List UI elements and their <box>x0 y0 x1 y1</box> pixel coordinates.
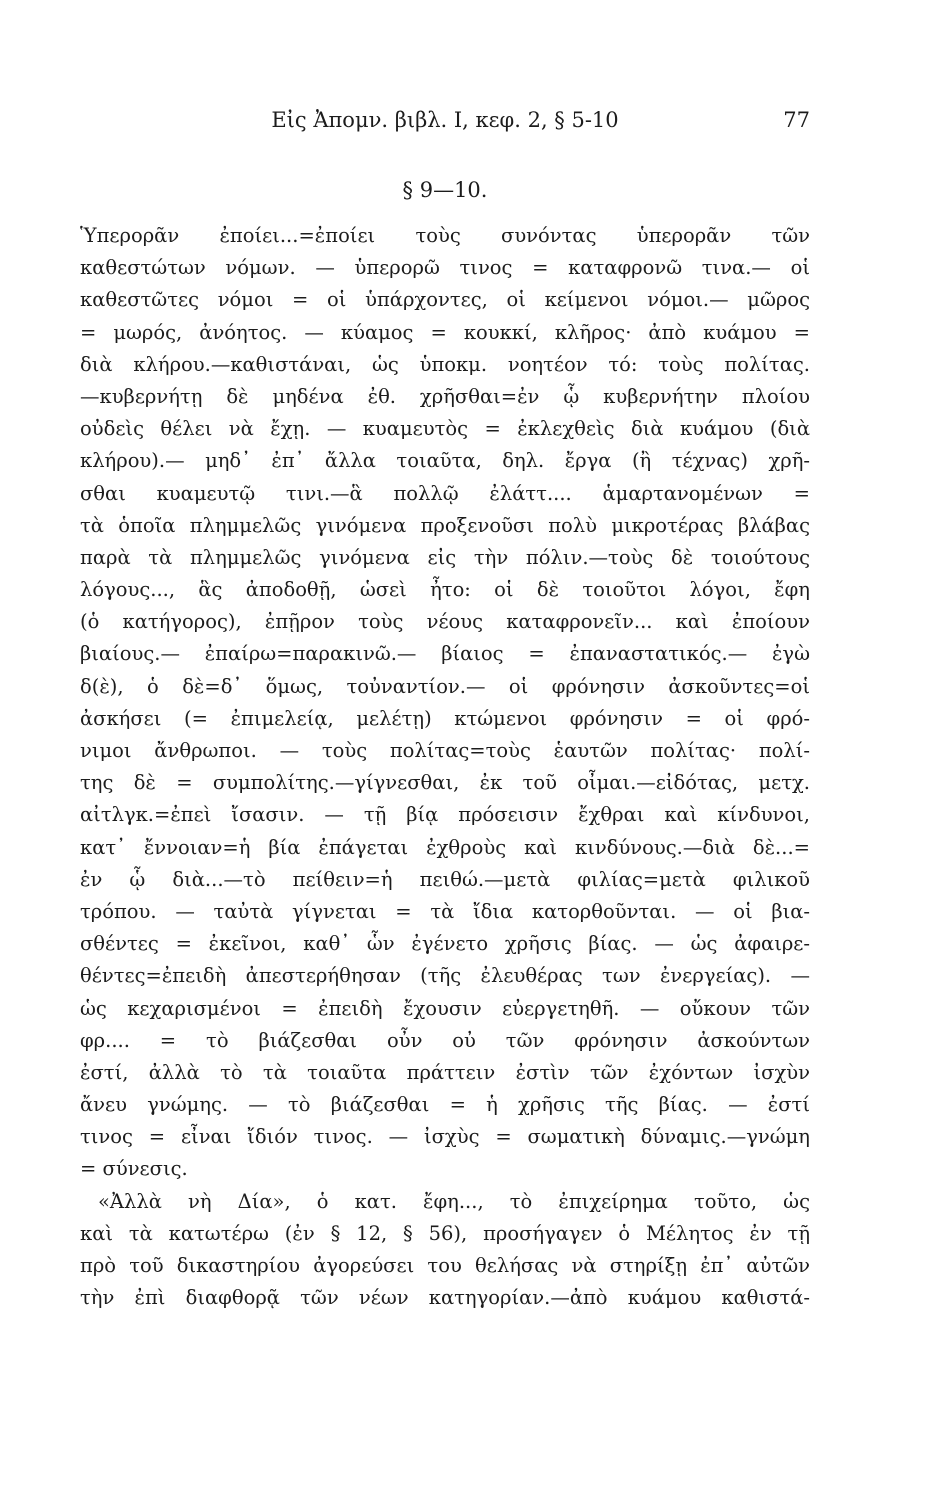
text-line: της δὲ = συμπολίτης.—γίγνεσθαι, ἐκ τοῦ οἶμαι.—εἰδότας, μετχ. <box>80 771 810 795</box>
text-line: τὴν ἐπὶ διαφθορᾷ τῶν νέων κατηγορίαν.—ἀπὸ κυάμου καθιστά- <box>80 1286 810 1310</box>
text-line: οὐδεὶς θέλει νὰ ἔχῃ. — κυαμευτὸς = ἐκλεχθεὶς διὰ κυάμου (διὰ <box>80 417 810 441</box>
text-line: νιμοι ἄνθρωποι. — τοὺς πολίτας=τοὺς ἑαυτῶν πολίτας· πολί- <box>80 739 810 762</box>
text-line: Ὑπερορᾶν ἐποίει...=ἐποίει τοὺς συνόντας ὑπερορᾶν τῶν <box>80 224 810 247</box>
text-line: ἐστί, ἀλλὰ τὸ τὰ τοιαῦτα πράττειν ἐστὶν τῶν ἐχόντων ἰσχὺν <box>80 1060 810 1084</box>
text-line: κατ᾽ ἔννοιαν=ἡ βία ἐπάγεται ἐχθροὺς καὶ κινδύνους.—διὰ δὲ...= <box>80 835 810 859</box>
page-number: 77 <box>783 108 810 132</box>
text-line: = μωρός, ἀνόητος. — κύαμος = κουκκί, κλῆρος· ἀπὸ κυάμου = <box>80 320 810 344</box>
text-line: κλήρου).— μηδ᾽ ἐπ᾽ ἄλλα τοιαῦτα, δηλ. ἔργα (ἢ τέχνας) χρῆ- <box>80 449 810 473</box>
text-line: διὰ κλήρου.—καθιστάναι, ὡς ὑποκμ. νοητέον τό: τοὺς πολίτας. <box>80 352 810 376</box>
text-line: «Ἀλλὰ νὴ Δία», ὁ κατ. ἔφη..., τὸ ἐπιχείρημα τοῦτο, ὡς <box>98 1189 810 1213</box>
text-line: ἀσκήσει (= ἐπιμελείᾳ, μελέτῃ) κτώμενοι φρόνησιν = οἱ φρό- <box>80 706 810 730</box>
running-header <box>80 108 810 142</box>
text-line: ἐν ᾧ διὰ...—τὸ πείθειν=ἡ πειθώ.—μετὰ φιλίας=μετὰ φιλικοῦ <box>80 867 810 891</box>
text-line: τρόπου. — ταὐτὰ γίγνεται = τὰ ἴδια κατορθοῦνται. — οἱ βια- <box>80 899 810 923</box>
commentary-body <box>80 220 810 1314</box>
text-line: τινος = εἶναι ἴδιόν τινος. — ἰσχὺς = σωματικὴ δύναμις.—γνώμη <box>80 1125 810 1149</box>
text-line: πρὸ τοῦ δικαστηρίου ἀγορεύσει του θελήσας νὰ στηρίξῃ ἐπ᾽ αὐτῶν <box>80 1254 810 1277</box>
text-line: καὶ τὰ κατωτέρω (ἐν § 12, § 56), προσήγαγεν ὁ Μέλητος ἐν τῇ <box>80 1221 810 1245</box>
running-title: Εἰς Ἀπομν. βιβλ. I, κεφ. 2, § 5-10 <box>271 108 619 132</box>
text-line: σθαι κυαμευτῷ τινι.—ἃ πολλῷ ἐλάττ.... ἁμαρτανομένων = <box>80 481 810 505</box>
text-line: θέντες=ἐπειδὴ ἀπεστερήθησαν (τῆς ἐλευθέρας των ἐνεργείας). — <box>80 964 810 988</box>
text-line: φρ.... = τὸ βιάζεσθαι οὖν οὐ τῶν φρόνησιν ἀσκούντων <box>80 1028 810 1052</box>
text-line: αἰτλγκ.=ἐπεὶ ἴσασιν. — τῇ βίᾳ πρόσεισιν ἔχθραι καὶ κίνδυνοι, <box>80 803 810 827</box>
text-line: δ(ὲ), ὁ δὲ=δ᾽ ὅμως, τοὐναντίον.— οἱ φρόνησιν ἀσκοῦντες=οἱ <box>80 674 810 698</box>
text-line: σθέντες = ἐκεῖνοι, καθ᾽ ὧν ἐγένετο χρῆσις βίας. — ὡς ἀφαιρε- <box>80 932 810 956</box>
text-line: = σύνεσις. <box>80 1157 188 1181</box>
text-line: βιαίους.— ἐπαίρω=παρακινῶ.— βίαιος = ἐπαναστατικός.— ἐγὼ <box>80 642 810 666</box>
text-line: καθεστῶτες νόμοι = οἱ ὑπάρχοντες, οἱ κείμενοι νόμοι.— μῶρος <box>80 288 810 312</box>
text-line: παρὰ τὰ πλημμελῶς γινόμενα εἰς τὴν πόλιν.—τοὺς δὲ τοιούτους <box>80 545 810 569</box>
text-line: λόγους..., ἃς ἀποδοθῇ, ὡσεὶ ἦτο: οἱ δὲ τοιοῦτοι λόγοι, ἔφη <box>80 578 810 602</box>
text-line: ἄνευ γνώμης. — τὸ βιάζεσθαι = ἡ χρῆσις τῆς βίας. — ἐστί <box>80 1093 810 1117</box>
text-line: ὡς κεχαρισμένοι = ἐπειδὴ ἔχουσιν εὐεργετηθῆ. — οὔκουν τῶν <box>80 996 810 1020</box>
section-heading: § 9—10. <box>402 178 488 202</box>
text-line: τὰ ὁποῖα πλημμελῶς γινόμενα προξενοῦσι πολὺ μικροτέρας βλάβας <box>80 513 810 537</box>
text-line: καθεστώτων νόμων. — ὑπερορῶ τινος = καταφρονῶ τινα.— οἱ <box>80 256 810 280</box>
text-line: (ὁ κατήγορος), ἐπῇρον τοὺς νέους καταφρονεῖν... καὶ ἐποίουν <box>80 610 810 634</box>
book-page <box>80 108 810 1314</box>
text-line: —κυβερνήτῃ δὲ μηδένα ἐθ. χρῆσθαι=ἐν ᾧ κυβερνήτην πλοίου <box>80 384 810 408</box>
